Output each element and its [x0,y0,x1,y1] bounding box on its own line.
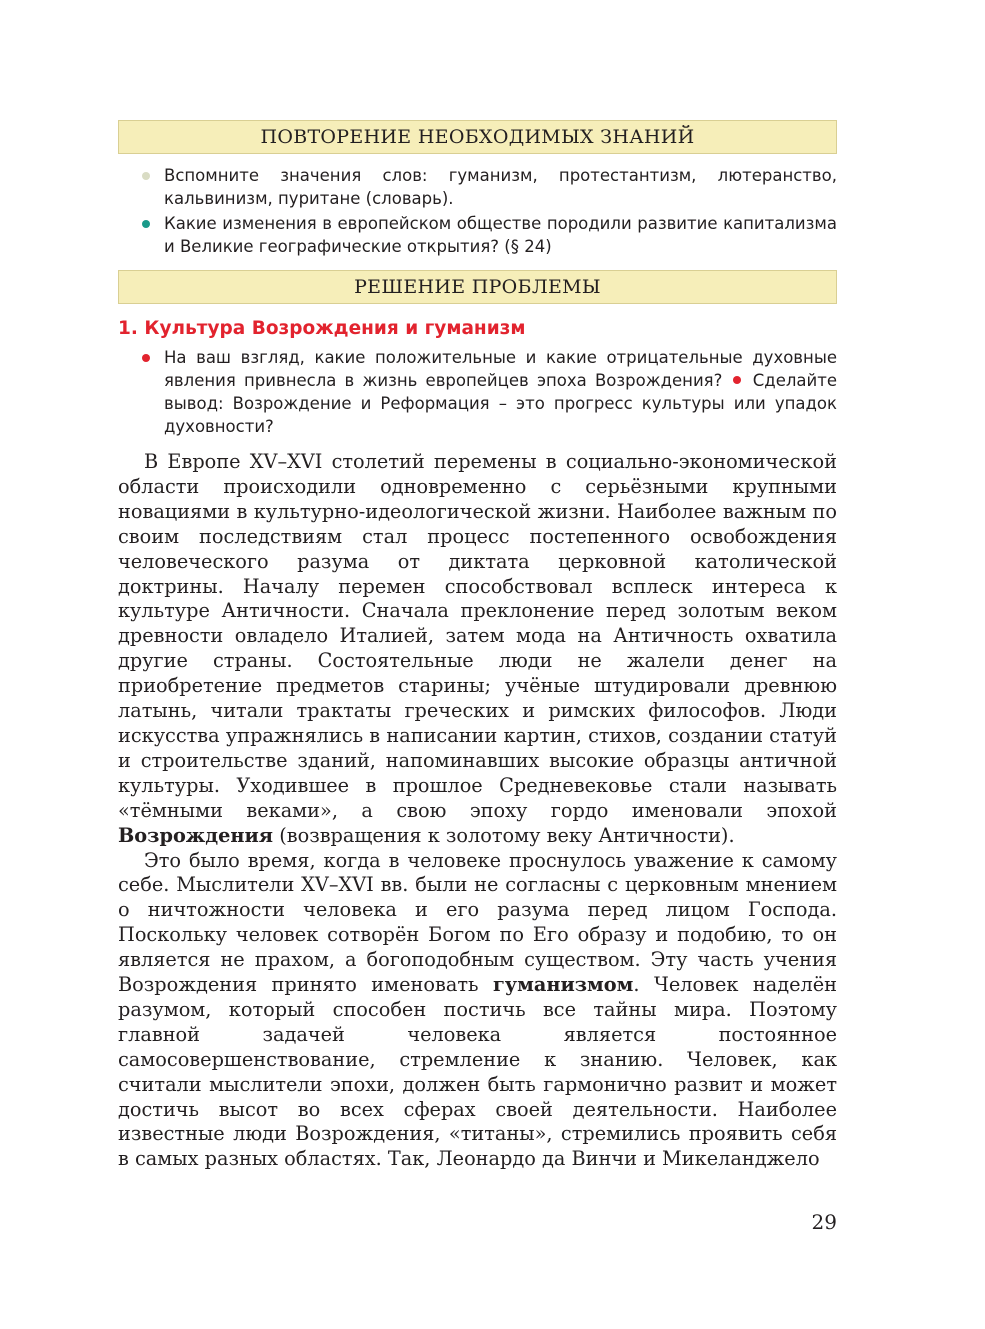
paragraph-1 [118,450,837,849]
bullet-icon [142,220,150,228]
problem-question-part2: Сделайте вывод: Возрождение и Реформация – это прогресс культуры или упадок духовности? [164,371,837,436]
problem-question-part1: На ваш взгляд, какие положительные и какие отрицательные духовные явления привнесла в жизнь европейцев эпоха Возрождения? [164,348,837,390]
problem-banner: РЕШЕНИЕ ПРОБЛЕМЫ [118,270,837,304]
paragraph-2-text: Это было время, когда в человеке проснулось уважение к самому себе. Мыслители XV–XVI вв. были не согласны с церковным мнением о ничтожности человека и его разума перед лицом Господа. Поскольку человек сотворён Богом по Его образу и подобию, то он является не прахом, а богоподобным существом. Эту часть учения Возрождения принято именовать [118,848,837,997]
review-banner: ПОВТОРЕНИЕ НЕОБХОДИМЫХ ЗНАНИЙ [118,120,837,154]
paragraph-2-end: . Человек наделён разумом, который способен постичь все тайны мира. Поэтому главной задачей человека является постоянное самосовершенствование, стремление к знанию. Человек, как считали мыслители эпохи, должен быть гармонично развит и может достичь высот во всех сферах своей деятельности. Наиболее известные люди Возрождения, «титаны», стремились проявить себя в самых разных областях. Так, Леонардо да Винчи и Микеланджело [118,973,837,1171]
bullet-icon [733,376,741,384]
term-bold: Возрождения [118,823,274,847]
term-bold: гуманизмом [492,973,634,997]
bullet-icon [142,354,150,362]
paragraph-1-end: (возвращения к золотому веку Античности). [279,823,735,847]
review-question-2 [118,212,837,258]
paragraph-1-text: В Европе XV–XVI столетий перемены в социально-экономической области происходили одновременно с серьёзными крупными новациями в культурно-идеологической жизни. Наиболее важным по своим последствиям стал процесс постепенного освобождения человеческого разума от диктата церковной католической доктрины. Началу перемен способствовал всплеск интереса к культуре Античности. Сначала преклонение перед золотым веком древности овладело Италией, затем мода на Античность охватила другие страны. Состоятельные люди не жалели денег на приобретение предметов старины; учёные штудировали древнюю латынь, читали трактаты греческих и римских философов. Люди искусства упражнялись в написании картин, стихов, создании статуй и строительстве зданий, напоминавших высокие образцы античной культуры. Уходившее в прошлое Средневековье стали называть «тёмными веками», а свою эпоху гордо именовали эпохой [118,450,837,822]
review-question-1-text: Вспомните значения слов: гуманизм, протестантизм, лютеранство, кальвинизм, пуритане (словарь). [164,166,837,208]
review-question-1 [118,164,837,210]
problem-question [118,346,837,438]
paragraph-2 [118,849,837,1173]
bullet-icon [142,172,150,180]
page-content [118,120,837,1172]
review-question-2-text: Какие изменения в европейском обществе породили развитие капитализма и Великие географические открытия? (§ 24) [164,214,837,256]
problem-question-list [118,346,837,438]
review-question-list [118,164,837,258]
section-heading: 1. Культура Возрождения и гуманизм [118,318,526,339]
page-number: 29 [811,1210,837,1234]
